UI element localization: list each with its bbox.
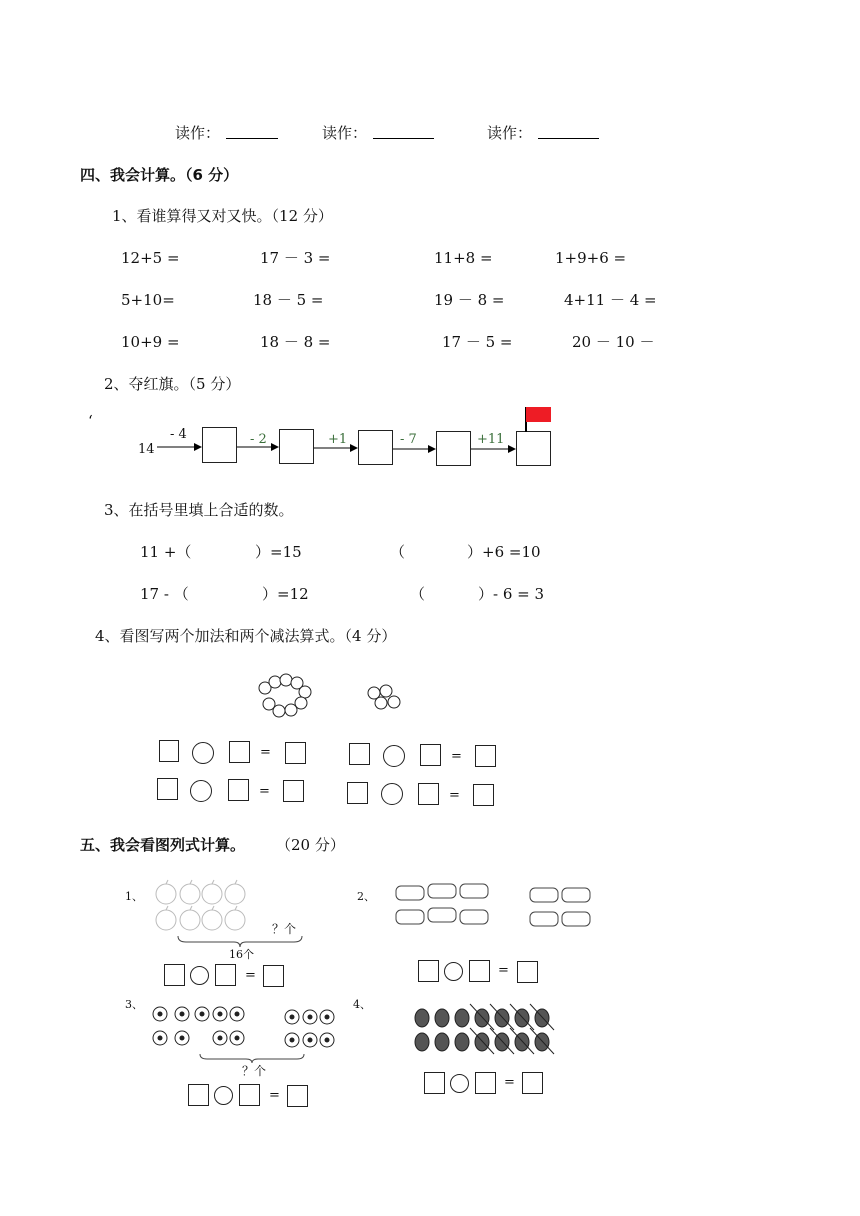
calc-item: 19 － 8 = [434, 291, 505, 309]
fill-item: ）=12 [262, 585, 309, 603]
fill-item: ）=15 [255, 543, 302, 561]
equals-sign: = [260, 745, 271, 760]
red-flag-icon [526, 407, 551, 422]
operator-circle[interactable] [214, 1086, 233, 1105]
equals-sign: = [259, 784, 270, 799]
equals-sign: = [451, 749, 462, 764]
chain-op: - 7 [400, 432, 417, 447]
answer-blank-2[interactable] [373, 138, 434, 139]
equals-sign: = [449, 788, 460, 803]
ball-icon-group [412, 1002, 592, 1062]
fill-item: （ [390, 543, 406, 561]
apple-icon-group [152, 880, 262, 940]
fill-item: 17 - （ [140, 585, 189, 603]
answer-box[interactable] [285, 742, 306, 764]
q2-title: 2、夺红旗。（5 分） [104, 375, 241, 393]
answer-box[interactable] [469, 960, 490, 982]
answer-box[interactable] [287, 1085, 308, 1107]
soccer-ball-icon-group [152, 1004, 342, 1054]
equals-sign: = [498, 963, 509, 978]
calc-item: 18 － 5 = [253, 291, 324, 309]
circle-cluster-small [366, 684, 406, 714]
calc-item: 4+11 － 4 = [564, 291, 657, 309]
answer-box[interactable] [349, 743, 370, 765]
fill-item: （ [410, 585, 426, 603]
calc-item: 18 － 8 = [260, 333, 331, 351]
answer-box[interactable] [473, 784, 494, 806]
answer-box[interactable] [164, 964, 185, 986]
chain-box-5[interactable] [516, 431, 551, 466]
chain-box-2[interactable] [279, 429, 314, 464]
operator-circle[interactable] [383, 745, 405, 767]
answer-box[interactable] [347, 782, 368, 804]
q3-title: 3、在括号里填上合适的数。 [104, 501, 294, 519]
answer-box[interactable] [157, 778, 178, 800]
read-label-2: 读作： [322, 124, 368, 142]
question-label: ？个 [272, 922, 297, 936]
calc-item: 17 － 3 = [260, 249, 331, 267]
car-icon-group [392, 880, 602, 940]
chain-box-1[interactable] [202, 427, 237, 463]
operator-circle[interactable] [381, 783, 403, 805]
answer-box[interactable] [418, 960, 439, 982]
problem-number: 2、 [357, 890, 375, 903]
answer-box[interactable] [475, 745, 496, 767]
chain-start-number: 14 [138, 442, 155, 457]
section4-title: 四、我会计算。（6 分） [80, 166, 239, 184]
read-label-1: 读作： [175, 124, 221, 142]
calc-item: 20 － 10 － [572, 333, 655, 351]
operator-circle[interactable] [190, 966, 209, 985]
chain-op: +11 [477, 432, 505, 447]
question-label: ？个 [242, 1064, 267, 1078]
calc-item: 10+9 = [121, 333, 180, 351]
calc-item: 17 － 5 = [442, 333, 513, 351]
answer-blank-3[interactable] [538, 138, 599, 139]
answer-box[interactable] [263, 965, 284, 987]
chain-box-4[interactable] [436, 431, 471, 466]
chain-op: - 2 [250, 432, 267, 447]
answer-box[interactable] [188, 1084, 209, 1106]
answer-box[interactable] [424, 1072, 445, 1094]
brace-label: 16个 [229, 948, 254, 961]
operator-circle[interactable] [190, 780, 212, 802]
answer-box[interactable] [420, 744, 441, 766]
q4-title: 4、看图写两个加法和两个减法算式。（4 分） [95, 627, 397, 645]
problem-number: 1、 [125, 890, 143, 903]
chain-op: - 4 [170, 427, 187, 442]
operator-circle[interactable] [444, 962, 463, 981]
calc-item: 1+9+6 = [555, 249, 627, 267]
answer-box[interactable] [283, 780, 304, 802]
operator-circle[interactable] [192, 742, 214, 764]
answer-box[interactable] [522, 1072, 543, 1094]
q1-title: 1、看谁算得又对又快。（12 分） [112, 207, 333, 225]
calc-item: 5+10= [121, 291, 175, 309]
answer-blank-1[interactable] [226, 138, 278, 139]
equals-sign: = [269, 1088, 280, 1103]
answer-box[interactable] [517, 961, 538, 983]
problem-number: 4、 [353, 998, 371, 1011]
answer-box[interactable] [229, 741, 250, 763]
calc-item: 12+5 = [121, 249, 180, 267]
chain-box-3[interactable] [358, 430, 393, 465]
circle-cluster-ring [254, 674, 324, 724]
operator-circle[interactable] [450, 1074, 469, 1093]
problem-number: 3、 [125, 998, 143, 1011]
answer-box[interactable] [418, 783, 439, 805]
answer-box[interactable] [228, 779, 249, 801]
equals-sign: = [504, 1075, 515, 1090]
fill-item: ）+6 =10 [467, 543, 541, 561]
answer-box[interactable] [475, 1072, 496, 1094]
answer-box[interactable] [159, 740, 179, 762]
answer-box[interactable] [215, 964, 236, 986]
read-label-3: 读作： [487, 124, 533, 142]
equals-sign: = [245, 968, 256, 983]
section5-title: 五、我会看图列式计算。 [80, 836, 246, 854]
fill-item: ）- 6 = 3 [478, 585, 545, 603]
section5-score: （20 分） [276, 836, 345, 854]
chain-op: +1 [328, 432, 348, 447]
fill-item: 11 +（ [140, 543, 192, 561]
calc-item: 11+8 = [434, 249, 493, 267]
stray-mark: ‘ [88, 412, 93, 430]
answer-box[interactable] [239, 1084, 260, 1106]
